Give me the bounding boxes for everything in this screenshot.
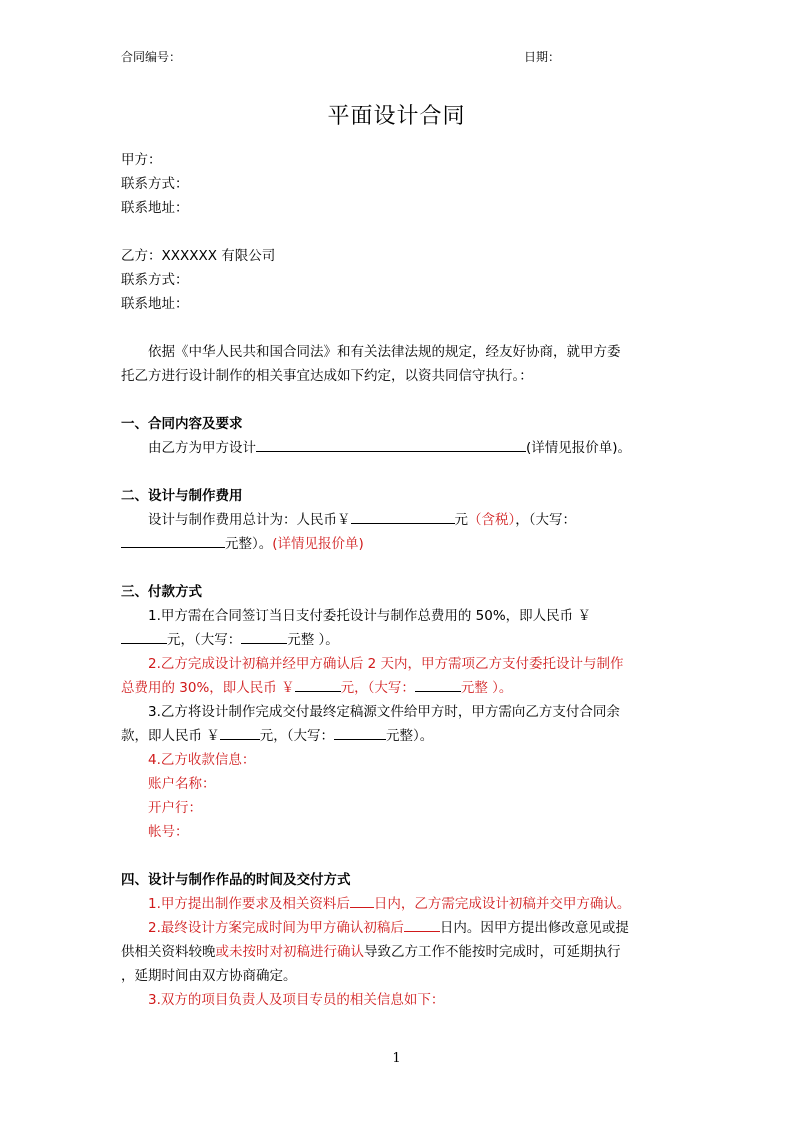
account-name-label: 账户名称： (148, 776, 216, 792)
section-2-line-1 (148, 508, 576, 532)
capital-label: ，（大写： (515, 512, 576, 528)
yuan-label: 元 (454, 512, 468, 528)
page-number: 1 (392, 1051, 401, 1066)
section-1-text-a: 由乙方为甲方设计 (148, 440, 256, 456)
delivery-2-l2-b: 导致乙方工作不能按时完成时，可延期执行 (364, 944, 621, 960)
delivery-1-text-a: 1.甲方提出制作要求及相关资料后 (148, 896, 350, 912)
section-1-text (148, 436, 631, 460)
section-1-text-b: (详情见报价单)。 (526, 440, 632, 456)
design-content-blank[interactable] (256, 437, 526, 452)
payment-2-amount-label: 总费用的 30%，即人民币 ￥ (121, 680, 295, 696)
payment-1-line-2 (121, 628, 339, 652)
payment-2-capital-label: 元，（大写： (340, 680, 415, 696)
payment-4-heading: 4.乙方收款信息： (148, 752, 256, 768)
section-4-heading: 四、设计与制作作品的时间及交付方式 (121, 872, 351, 888)
section-2-heading: 二、设计与制作费用 (121, 488, 243, 504)
delivery-2-l2-red: 或未按时对初稿进行确认 (215, 944, 364, 960)
payment-1-capital-blank[interactable] (241, 629, 287, 644)
payment-3-capital-label: 元，（大写： (259, 728, 335, 744)
party-a-contact: 联系方式： (121, 176, 189, 192)
party-b-address: 联系地址： (121, 296, 189, 312)
yuan-whole-label: 元整）。 (225, 536, 273, 552)
contract-number-label: 合同编号： (121, 50, 182, 64)
payment-1-amount-blank[interactable] (121, 629, 167, 644)
quote-detail-note: (详情见报价单) (272, 536, 364, 552)
payment-3-amount-blank[interactable] (220, 725, 260, 740)
account-number-label: 帐号： (148, 824, 189, 840)
delivery-2-text-b: 日内。因甲方提出修改意见或提 (439, 920, 629, 936)
payment-3-line-1: 3.乙方将设计制作完成交付最终定稿源文件给甲方时，甲方需向乙方支付合同余 (148, 704, 620, 720)
fee-capital-blank[interactable] (121, 533, 225, 548)
payment-2-end: 元整 ）。 (460, 680, 513, 696)
payment-1-capital-label: 元，（大写： (167, 632, 242, 648)
delivery-2-line-2 (121, 940, 621, 964)
payment-2-amount-blank[interactable] (295, 677, 341, 692)
draft-days-blank[interactable] (350, 893, 374, 908)
delivery-2-text-a: 2.最终设计方案完成时间为甲方确认初稿后 (148, 920, 404, 936)
tax-included-note: （含税） (468, 512, 516, 528)
bank-label: 开户行： (148, 800, 202, 816)
section-2-line-2 (121, 532, 364, 556)
section-3-heading: 三、付款方式 (121, 584, 202, 600)
party-b-contact: 联系方式： (121, 272, 189, 288)
payment-3-amount-label: 款，即人民币 ￥ (121, 728, 220, 744)
payment-3-line-2 (121, 724, 433, 748)
delivery-2-line-3: ，延期时间由双方协商确定。 (121, 968, 297, 984)
payment-3-capital-blank[interactable] (334, 725, 386, 740)
party-a-name: 甲方： (121, 152, 162, 168)
party-a-address: 联系地址： (121, 200, 189, 216)
delivery-2-l2-a: 供相关资料较晚 (121, 944, 216, 960)
delivery-3-line: 3.双方的项目负责人及项目专员的相关信息如下： (148, 992, 445, 1008)
section-1-heading: 一、合同内容及要求 (121, 416, 243, 432)
delivery-1-text-b: 日内，乙方需完成设计初稿并交甲方确认。 (373, 896, 631, 912)
payment-1-line-1: 1.甲方需在合同签订当日支付委托设计与制作总费用的 50%，即人民币 ￥ (148, 608, 591, 624)
intro-line-2: 托乙方进行设计制作的相关事宜达成如下约定，以资共同信守执行。： (121, 368, 533, 384)
fee-total-label: 设计与制作费用总计为：人民币￥ (148, 512, 351, 528)
fee-amount-blank[interactable] (351, 509, 455, 524)
delivery-2-line-1 (148, 916, 629, 940)
final-days-blank[interactable] (404, 917, 440, 932)
payment-3-end: 元整）。 (386, 728, 434, 744)
document-title: 平面设计合同 (327, 104, 466, 129)
payment-1-end: 元整 ）。 (287, 632, 339, 648)
date-label: 日期： (524, 50, 561, 64)
party-b-name: 乙方：XXXXXX 有限公司 (121, 248, 276, 264)
delivery-1-line (148, 892, 630, 916)
payment-2-line-1: 2.乙方完成设计初稿并经甲方确认后 2 天内，甲方需项乙方支付委托设计与制作 (148, 656, 624, 672)
intro-line-1: 依据《中华人民共和国合同法》和有关法律法规的规定，经友好协商，就甲方委 (148, 344, 621, 360)
payment-2-capital-blank[interactable] (415, 677, 461, 692)
payment-2-line-2 (121, 676, 512, 700)
